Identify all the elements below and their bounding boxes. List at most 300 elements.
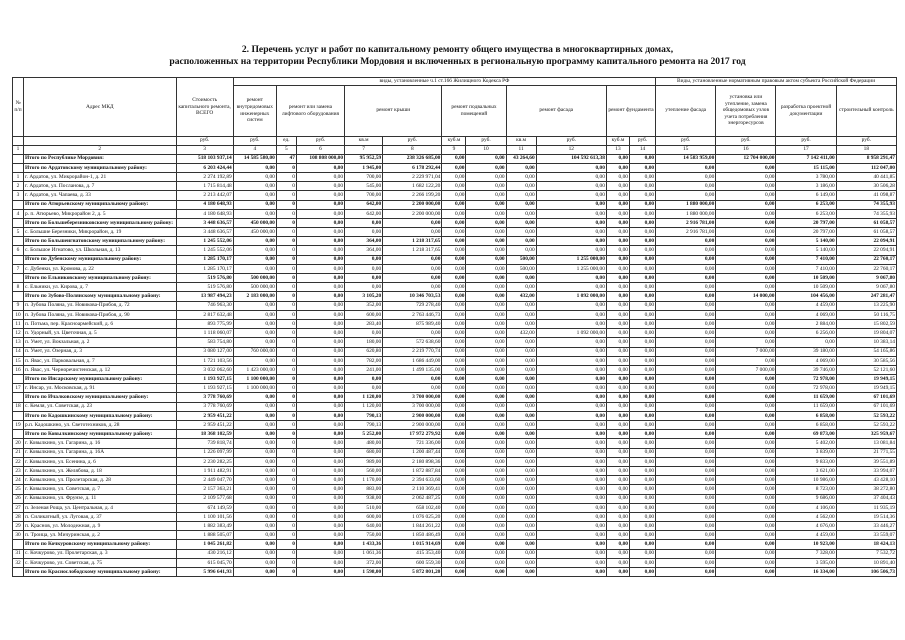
value-cell: 0,00 — [383, 228, 442, 237]
address-cell: р. п. Атюрьево, Микрорайон 2, д. 5 — [24, 209, 177, 218]
value-cell: 0,00 — [383, 384, 442, 393]
value-cell: 0,00 — [442, 338, 466, 347]
value-cell: 0,00 — [629, 512, 655, 521]
col-number: 7 — [345, 145, 383, 154]
document-title — [40, 44, 875, 68]
value-cell: 0,00 — [466, 228, 506, 237]
unit-cell: руб. — [176, 136, 233, 145]
value-cell: 0,00 — [442, 255, 466, 264]
value-cell: 0,00 — [629, 319, 655, 328]
value-cell: 0,00 — [606, 522, 629, 531]
address-cell: Итого по Атюрьевскому муниципальному району: — [24, 200, 177, 209]
value-cell: 1 880 000,00 — [656, 200, 716, 209]
value-cell: 0,00 — [383, 329, 442, 338]
value-cell: 0,00 — [629, 264, 655, 273]
col-header-engineering: ремонт внутридомовых инженерных систем — [233, 85, 276, 136]
value-cell: 0,00 — [233, 476, 276, 485]
value-cell: 600 559,30 — [383, 558, 442, 567]
value-cell: 14 585 580,00 — [233, 154, 276, 163]
value-cell: 3 700 000,00 — [383, 393, 442, 402]
value-cell: 0,00 — [442, 329, 466, 338]
value-cell: 0,00 — [442, 531, 466, 540]
value-cell: 0 — [276, 457, 296, 466]
table-row — [13, 228, 897, 237]
col-header-construction-control: строительный контроль — [836, 85, 896, 136]
group-header-regional: Виды, установленные нормативным правовым актом субъекта Российской Федерации — [656, 78, 897, 86]
value-cell: 0,00 — [383, 375, 442, 384]
address-cell: с. Большие Березники, Микрорайон, д. 19 — [24, 228, 177, 237]
value-cell: 0,00 — [536, 246, 606, 255]
address-cell: р.п. Кадошкино, ул. Светотехников, д. 28 — [24, 421, 177, 430]
value-cell: 0,00 — [536, 283, 606, 292]
value-cell: 3 105,20 — [345, 292, 383, 301]
value-cell: 10 923,00 — [776, 540, 836, 549]
address-cell: п. Зубова Поляна, ул. Новикова-Прибоя, д. 72 — [24, 301, 177, 310]
value-cell: 54 165,86 — [836, 347, 896, 356]
table-row — [13, 182, 897, 191]
table-row — [13, 172, 897, 181]
value-cell: 1 226 097,99 — [176, 448, 233, 457]
value-cell: 0,00 — [296, 274, 344, 283]
value-cell: 0,00 — [606, 191, 629, 200]
value-cell: 0,00 — [606, 255, 629, 264]
value-cell: 0,00 — [536, 448, 606, 457]
table-row — [13, 329, 897, 338]
value-cell: 0,00 — [606, 292, 629, 301]
value-cell: 0,00 — [296, 384, 344, 393]
value-cell: 8 958 291,47 — [836, 154, 896, 163]
value-cell: 0,00 — [716, 319, 776, 328]
value-cell: 0,00 — [442, 375, 466, 384]
value-cell: 0,00 — [656, 540, 716, 549]
value-cell: 0,00 — [233, 568, 276, 577]
value-cell: 6 858,00 — [776, 421, 836, 430]
value-cell: 1 200 487,44 — [383, 448, 442, 457]
value-cell: 0,00 — [345, 329, 383, 338]
value-cell: 0,00 — [466, 218, 506, 227]
value-cell: 0,00 — [345, 228, 383, 237]
value-cell: 0,00 — [506, 163, 536, 172]
col-number: 4 — [233, 145, 276, 154]
value-cell: 2 200 000,00 — [383, 200, 442, 209]
address-cell: г. Ковылкино, ул. Советская, д. 7 — [24, 485, 177, 494]
value-cell: 432,00 — [506, 292, 536, 301]
value-cell: 0,00 — [466, 375, 506, 384]
value-cell: 3 448 636,57 — [176, 228, 233, 237]
value-cell: 1 888 505,07 — [176, 531, 233, 540]
value-cell: 0,00 — [442, 494, 466, 503]
value-cell: 0,00 — [606, 393, 629, 402]
value-cell: 0 — [276, 430, 296, 439]
value-cell: 50 116,75 — [836, 310, 896, 319]
address-cell: п. Умет, ул. Озерная, д. 3 — [24, 347, 177, 356]
value-cell: 0,00 — [606, 494, 629, 503]
address-cell: г. Ардатов, ул. Посланова, д. 7 — [24, 182, 177, 191]
value-cell: 52 593,22 — [836, 411, 896, 420]
value-cell: 0,00 — [466, 347, 506, 356]
value-cell: 0,00 — [296, 494, 344, 503]
value-cell: 0,00 — [606, 283, 629, 292]
value-cell: 0,00 — [296, 255, 344, 264]
value-cell: 0,00 — [296, 457, 344, 466]
value-cell: 10 509,00 — [776, 283, 836, 292]
value-cell: 0,00 — [716, 439, 776, 448]
value-cell: 600,00 — [345, 310, 383, 319]
value-cell: 0,00 — [536, 503, 606, 512]
value-cell: 1 100 101,56 — [176, 512, 233, 521]
value-cell: 0,00 — [506, 421, 536, 430]
value-cell: 0,00 — [233, 163, 276, 172]
value-cell: 0,00 — [466, 384, 506, 393]
value-cell: 0,00 — [345, 255, 383, 264]
value-cell: 0,00 — [233, 338, 276, 347]
value-cell: 0,00 — [506, 301, 536, 310]
table-row — [13, 283, 897, 292]
value-cell: 0,00 — [233, 310, 276, 319]
value-cell: 0,00 — [233, 264, 276, 273]
value-cell: 0,00 — [296, 485, 344, 494]
value-cell: 0,00 — [629, 466, 655, 475]
value-cell: 0,00 — [606, 154, 629, 163]
value-cell: 0,00 — [466, 310, 506, 319]
value-cell: 0,00 — [506, 246, 536, 255]
value-cell: 0,00 — [345, 384, 383, 393]
column-numbers-row — [13, 145, 897, 154]
value-cell: 7 000,00 — [716, 347, 776, 356]
value-cell: 39 180,00 — [776, 347, 836, 356]
value-cell: 0,00 — [506, 494, 536, 503]
value-cell: 0,00 — [629, 255, 655, 264]
table-row — [13, 503, 897, 512]
value-cell: 0,00 — [296, 283, 344, 292]
value-cell: 0,00 — [442, 457, 466, 466]
value-cell: 0,00 — [656, 310, 716, 319]
value-cell: 0,00 — [345, 375, 383, 384]
unit-cell: руб. — [233, 136, 276, 145]
value-cell: 0 — [276, 246, 296, 255]
value-cell: 0,00 — [442, 228, 466, 237]
value-cell: 1 100 000,00 — [233, 384, 276, 393]
value-cell: 15 115,00 — [776, 163, 836, 172]
unit-cell: куб.м — [442, 136, 466, 145]
value-cell: 0,00 — [716, 522, 776, 531]
table-row — [13, 209, 897, 218]
value-cell: 0,00 — [536, 356, 606, 365]
value-cell: 0,00 — [442, 347, 466, 356]
value-cell: 0,00 — [606, 439, 629, 448]
value-cell: 0,00 — [506, 411, 536, 420]
value-cell: 0,00 — [716, 237, 776, 246]
value-cell: 2 817 632,48 — [176, 310, 233, 319]
value-cell: 30 585,56 — [836, 356, 896, 365]
value-cell: 2 110 369,41 — [383, 485, 442, 494]
row-number-cell: 31 — [13, 549, 24, 558]
value-cell: 0,00 — [506, 503, 536, 512]
value-cell: 0 — [276, 329, 296, 338]
value-cell: 10 346 703,53 — [383, 292, 442, 301]
value-cell: 989,00 — [345, 457, 383, 466]
value-cell: 0,00 — [606, 512, 629, 521]
value-cell: 0,00 — [466, 558, 506, 567]
value-cell: 2 394 633,60 — [383, 476, 442, 485]
value-cell: 1 945,00 — [345, 163, 383, 172]
value-cell: 700,00 — [345, 191, 383, 200]
value-cell: 0,00 — [606, 549, 629, 558]
value-cell: 2 109 577,68 — [176, 494, 233, 503]
value-cell: 0,00 — [629, 531, 655, 540]
value-cell: 0,00 — [536, 172, 606, 181]
address-cell: г. Ковылкино, ул. Гагарина, д. 16А — [24, 448, 177, 457]
value-cell: 0,00 — [442, 246, 466, 255]
value-cell: 0,00 — [606, 209, 629, 218]
value-cell: 0,00 — [233, 430, 276, 439]
value-cell: 640,00 — [345, 522, 383, 531]
value-cell: 0,00 — [656, 457, 716, 466]
value-cell: 0,00 — [536, 421, 606, 430]
value-cell: 0,00 — [296, 356, 344, 365]
value-cell: 0,00 — [629, 329, 655, 338]
address-cell: с. Кемля, ул. Советская, д. 23 — [24, 402, 177, 411]
value-cell: 2 230 282,25 — [176, 457, 233, 466]
value-cell: 0,00 — [233, 512, 276, 521]
value-cell: 0,00 — [629, 218, 655, 227]
value-cell: 0 — [276, 558, 296, 567]
unit-cell: кв.м — [345, 136, 383, 145]
value-cell: 0,00 — [606, 430, 629, 439]
value-cell: 0,00 — [606, 448, 629, 457]
value-cell: 0,00 — [776, 338, 836, 347]
value-cell: 0,00 — [442, 540, 466, 549]
col-number: 12 — [536, 145, 606, 154]
value-cell: 583 754,80 — [176, 338, 233, 347]
value-cell: 0,00 — [233, 246, 276, 255]
value-cell: 0,00 — [606, 421, 629, 430]
value-cell: 0,00 — [716, 421, 776, 430]
subtotal-row — [13, 540, 897, 549]
value-cell: 43 428,10 — [836, 476, 896, 485]
value-cell: 0,00 — [466, 237, 506, 246]
table-row — [13, 356, 897, 365]
value-cell: 0,00 — [629, 172, 655, 181]
value-cell: 1 880 000,00 — [656, 209, 716, 218]
value-cell: 519 576,80 — [176, 274, 233, 283]
value-cell: 0,00 — [506, 430, 536, 439]
table-row — [13, 365, 897, 374]
row-number-cell: 12 — [13, 329, 24, 338]
value-cell: 510,00 — [345, 503, 383, 512]
col-number: 5 — [276, 145, 296, 154]
address-cell: п. Троица, ул. Мичуринская, д. 2 — [24, 531, 177, 540]
value-cell: 0,00 — [466, 503, 506, 512]
subtotal-row — [13, 154, 897, 163]
address-cell: г. Ковылкино, ул. Гагарина, д. 16 — [24, 439, 177, 448]
value-cell: 0 — [276, 439, 296, 448]
value-cell: 364,00 — [345, 246, 383, 255]
value-cell: 0,00 — [629, 430, 655, 439]
value-cell: 0,00 — [716, 466, 776, 475]
value-cell: 3 778 760,69 — [176, 402, 233, 411]
table-row — [13, 319, 897, 328]
value-cell: 790,13 — [345, 411, 383, 420]
value-cell: 0,00 — [442, 439, 466, 448]
value-cell: 2 274 192,89 — [176, 172, 233, 181]
value-cell: 0,00 — [606, 274, 629, 283]
value-cell: 0,00 — [656, 237, 716, 246]
value-cell: 432,00 — [506, 329, 536, 338]
value-cell: 1 682 122,20 — [383, 182, 442, 191]
row-number-cell — [13, 375, 24, 384]
subtotal-row — [13, 163, 897, 172]
col-header-facade: ремонт фасада — [506, 85, 606, 136]
value-cell: 1 045 261,82 — [176, 540, 233, 549]
value-cell: 0,00 — [466, 365, 506, 374]
value-cell: 0,00 — [233, 457, 276, 466]
table-row — [13, 549, 897, 558]
value-cell: 0,00 — [629, 310, 655, 319]
value-cell: 0,00 — [536, 476, 606, 485]
value-cell: 1 061,36 — [345, 549, 383, 558]
value-cell: 0,00 — [606, 319, 629, 328]
value-cell: 1 844 261,22 — [383, 522, 442, 531]
value-cell: 0,00 — [629, 448, 655, 457]
value-cell: 0,00 — [606, 163, 629, 172]
value-cell: 0 — [276, 476, 296, 485]
value-cell: 5 140,00 — [776, 246, 836, 255]
value-cell: 0,00 — [606, 558, 629, 567]
value-cell: 1 170,00 — [345, 476, 383, 485]
value-cell: 0,00 — [656, 402, 716, 411]
address-cell: п. Краснов, ул. Молодежная, д. 9 — [24, 522, 177, 531]
value-cell: 415 353,40 — [383, 549, 442, 558]
value-cell: 0 — [276, 375, 296, 384]
value-cell: 0,00 — [466, 421, 506, 430]
value-cell: 0,00 — [536, 549, 606, 558]
value-cell: 4 459,00 — [776, 301, 836, 310]
value-cell: 6 858,00 — [776, 411, 836, 420]
value-cell: 0,00 — [536, 191, 606, 200]
value-cell: 0,00 — [506, 476, 536, 485]
row-number-cell: 4 — [13, 209, 24, 218]
value-cell: 0 — [276, 549, 296, 558]
value-cell: 0,00 — [606, 329, 629, 338]
unit-cell: руб. — [716, 136, 776, 145]
value-cell: 0,00 — [506, 228, 536, 237]
value-cell: 0 — [276, 255, 296, 264]
unit-cell: руб. — [629, 136, 655, 145]
value-cell: 0,00 — [629, 503, 655, 512]
value-cell: 0,00 — [606, 172, 629, 181]
value-cell: 0,00 — [716, 393, 776, 402]
table-row — [13, 264, 897, 273]
value-cell: 430 216,12 — [176, 549, 233, 558]
value-cell: 0 — [276, 264, 296, 273]
address-cell: Итого по Большеигнатовскому муниципальному району: — [24, 237, 177, 246]
value-cell: 0,00 — [506, 209, 536, 218]
value-cell: 22 094,91 — [836, 246, 896, 255]
value-cell: 0,00 — [466, 568, 506, 577]
address-cell: п. Явас, ул. Черноречистенская, д. 12 — [24, 365, 177, 374]
value-cell: 572 638,60 — [383, 338, 442, 347]
value-cell: 0,00 — [716, 163, 776, 172]
value-cell: 0 — [276, 365, 296, 374]
value-cell: 1 245 552,06 — [176, 246, 233, 255]
value-cell: 0,00 — [442, 163, 466, 172]
row-number-cell — [13, 154, 24, 163]
value-cell: 615 045,70 — [176, 558, 233, 567]
value-cell: 0 — [276, 485, 296, 494]
value-cell: 1 218 317,65 — [383, 246, 442, 255]
table-row — [13, 531, 897, 540]
value-cell: 0,00 — [716, 448, 776, 457]
value-cell: 518 103 937,14 — [176, 154, 233, 163]
value-cell: 0,00 — [442, 558, 466, 567]
value-cell: 1 686 449,00 — [383, 356, 442, 365]
value-cell: 7 410,00 — [776, 255, 836, 264]
value-cell: 0,00 — [442, 466, 466, 475]
unit-cell: руб. — [466, 136, 506, 145]
value-cell: 0,00 — [296, 338, 344, 347]
value-cell: 0,00 — [629, 301, 655, 310]
table-row — [13, 457, 897, 466]
value-cell: 760 000,00 — [233, 347, 276, 356]
table-row — [13, 347, 897, 356]
value-cell: 0,00 — [606, 457, 629, 466]
value-cell: 0 — [276, 540, 296, 549]
value-cell: 15 802,59 — [836, 319, 896, 328]
unit-cell: руб. — [383, 136, 442, 145]
value-cell: 0,00 — [536, 228, 606, 237]
value-cell: 0,00 — [606, 237, 629, 246]
value-cell: 0,00 — [536, 384, 606, 393]
value-cell: 4 180 648,93 — [176, 200, 233, 209]
value-cell: 0,00 — [466, 209, 506, 218]
row-number-cell — [13, 218, 24, 227]
value-cell: 1 015 914,69 — [383, 540, 442, 549]
table-row — [13, 558, 897, 567]
subtotal-row — [13, 255, 897, 264]
value-cell: 0,00 — [716, 218, 776, 227]
value-cell: 0,00 — [466, 457, 506, 466]
value-cell: 0,00 — [442, 393, 466, 402]
value-cell: 0,00 — [442, 522, 466, 531]
value-cell: 0 — [276, 338, 296, 347]
value-cell: 1 882 383,49 — [176, 522, 233, 531]
value-cell: 0,00 — [656, 522, 716, 531]
value-cell: 0,00 — [656, 356, 716, 365]
row-number-cell: 29 — [13, 522, 24, 531]
value-cell: 10 383,14 — [836, 338, 896, 347]
value-cell: 0,00 — [233, 439, 276, 448]
value-cell: 1 721 103,56 — [176, 356, 233, 365]
table-row — [13, 246, 897, 255]
value-cell: 0,00 — [629, 182, 655, 191]
value-cell: 6 178 292,44 — [383, 163, 442, 172]
value-cell: 0,00 — [233, 191, 276, 200]
value-cell: 352,00 — [345, 301, 383, 310]
address-cell: г. Ковылкино, ул. Есенина, д. 6 — [24, 457, 177, 466]
value-cell: 4 180 648,93 — [176, 209, 233, 218]
unit-cell: руб. — [536, 136, 606, 145]
value-cell: 0,00 — [466, 283, 506, 292]
value-cell: 0,00 — [716, 283, 776, 292]
value-cell: 3 780,00 — [776, 172, 836, 181]
value-cell: 5 252,00 — [345, 430, 383, 439]
value-cell: 4 676,00 — [776, 522, 836, 531]
value-cell: 0,00 — [656, 476, 716, 485]
value-cell: 0,00 — [536, 402, 606, 411]
value-cell: 13 987 494,23 — [176, 292, 233, 301]
value-cell: 0 — [276, 402, 296, 411]
